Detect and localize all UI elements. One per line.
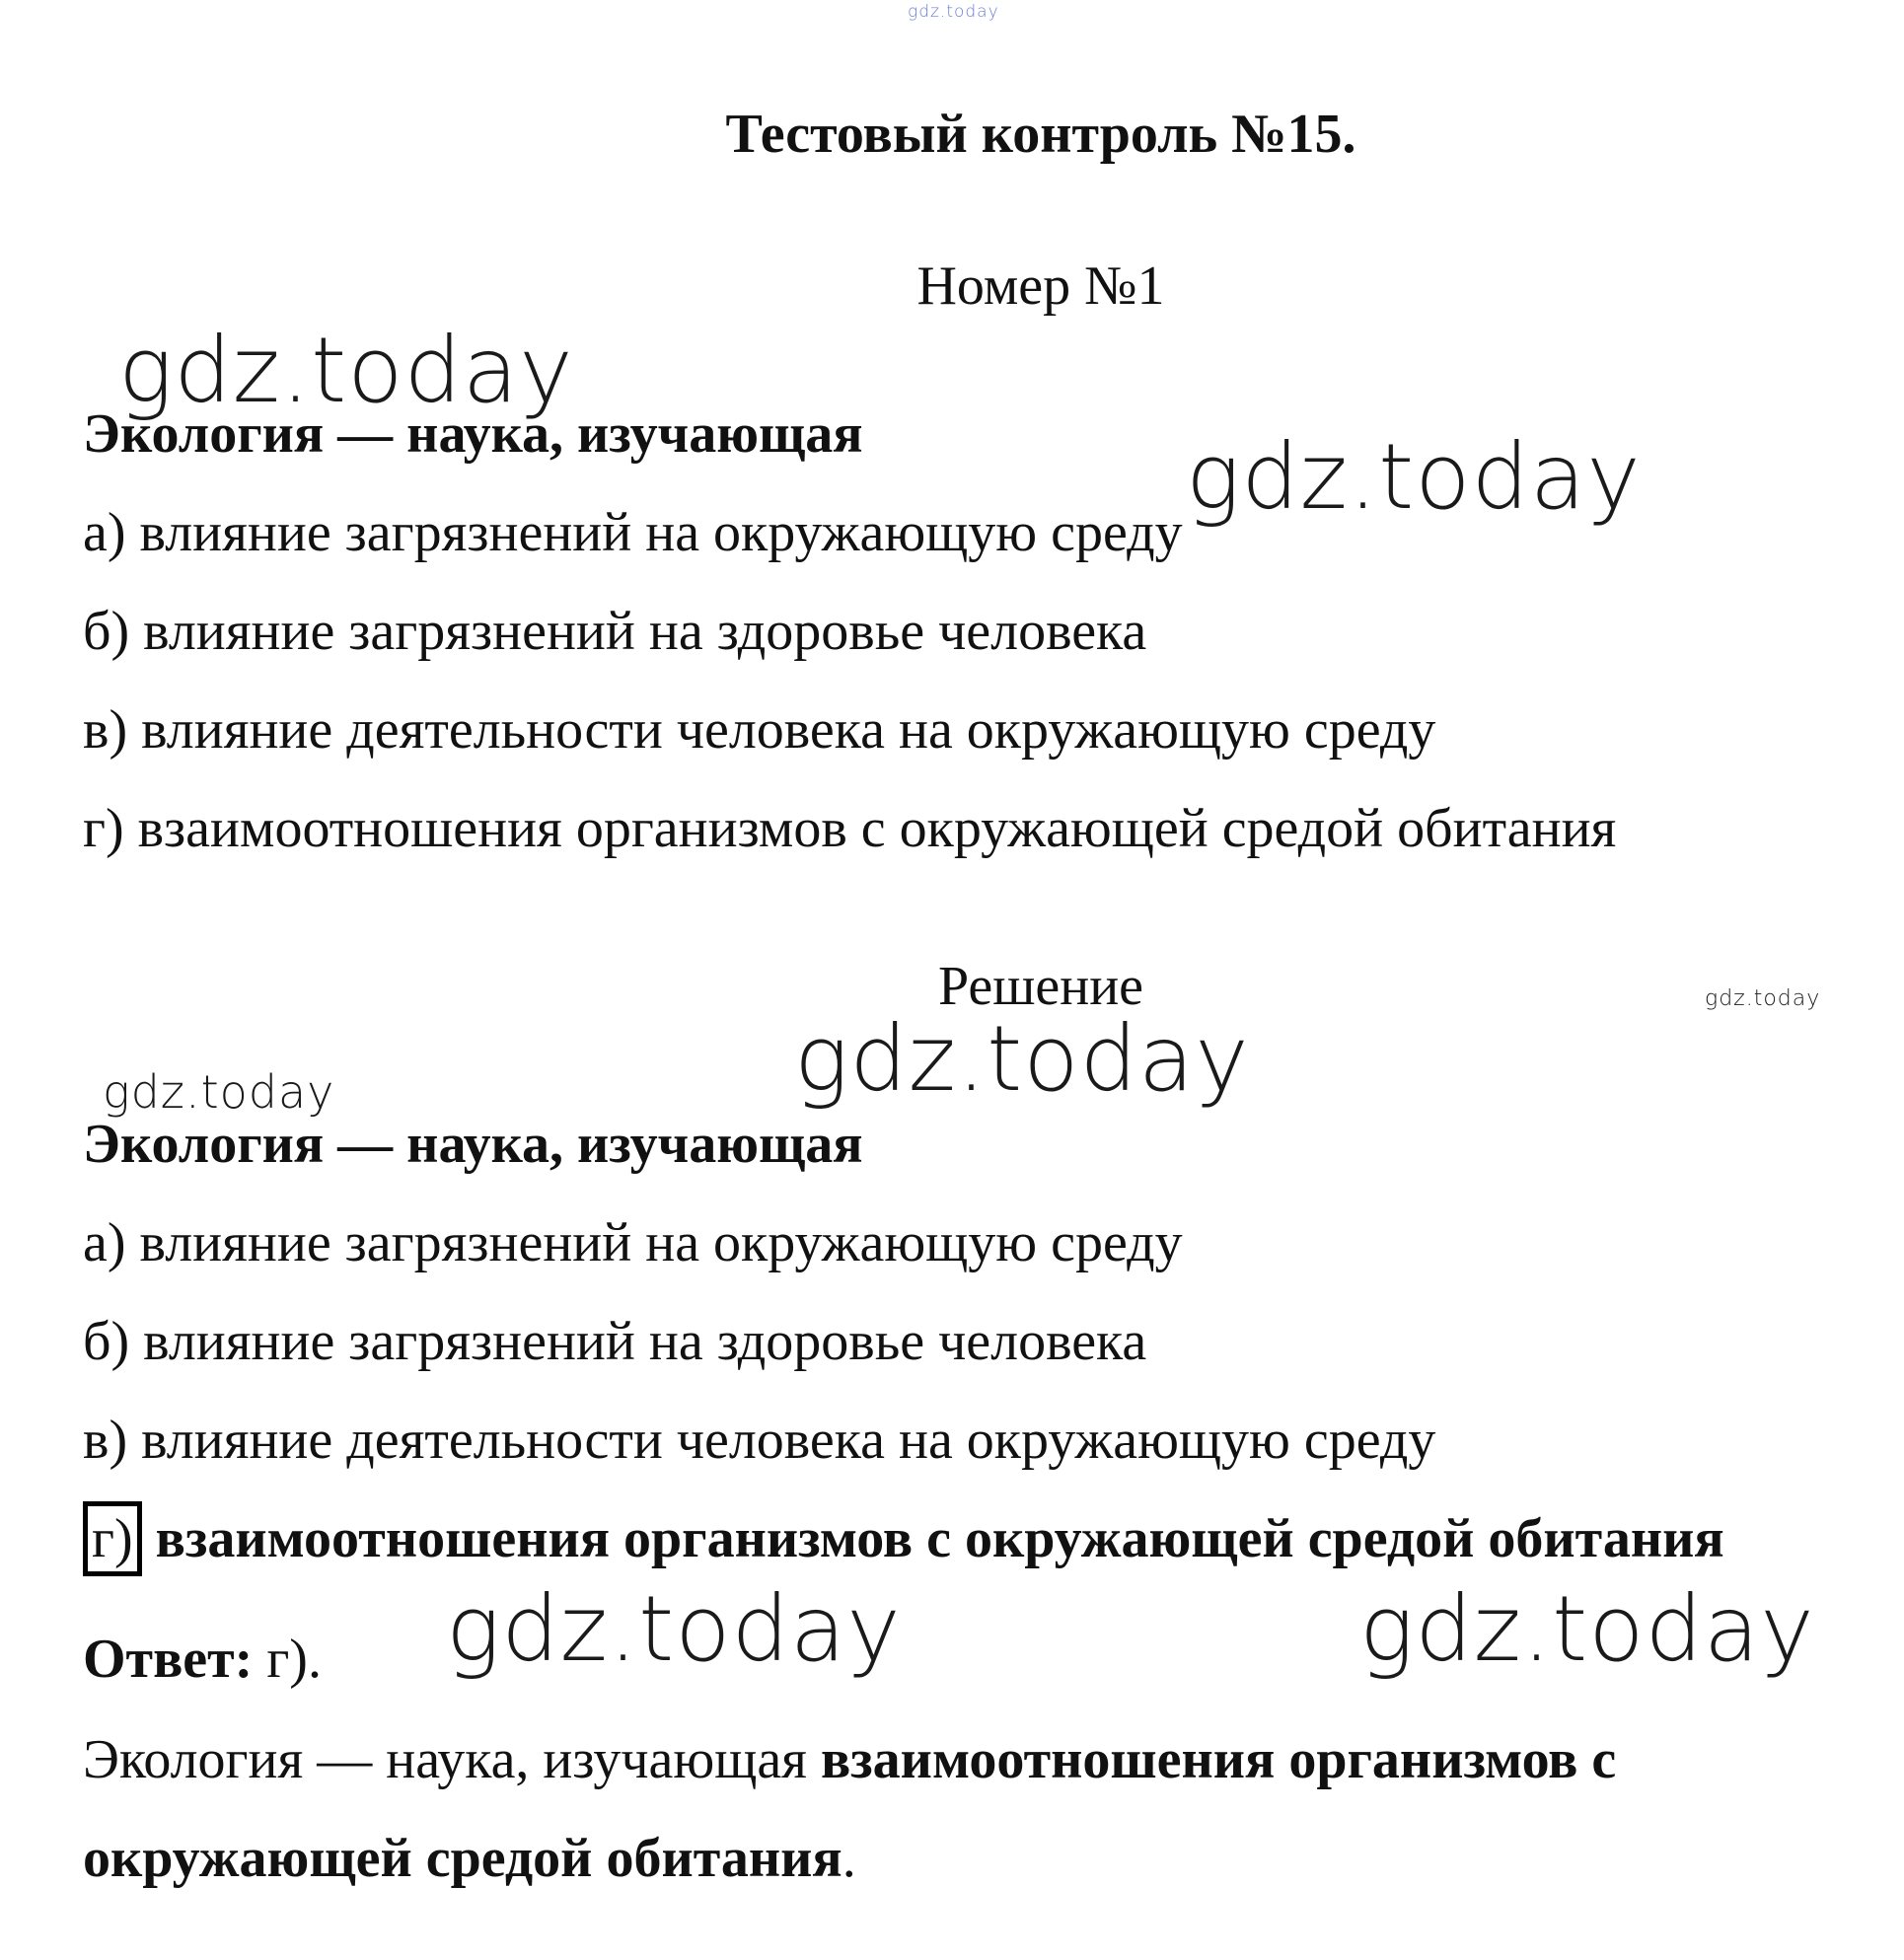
task-number: Номер №1	[916, 255, 1165, 317]
explanation-suffix: .	[842, 1828, 856, 1889]
answer-value: г).	[253, 1629, 322, 1690]
selected-answer-text: взаимоотношения организмов с окружающей средой обитания	[155, 1508, 1724, 1569]
answer-line	[83, 1628, 322, 1691]
explanation-prefix: Экология — наука, изучающая	[83, 1729, 821, 1790]
solution-option-c: в) влияние деятельности человека на окружающую среду	[83, 1410, 1436, 1471]
watermark: gdz.today	[794, 1006, 1250, 1112]
question-text: Экология — наука, изучающая	[83, 403, 863, 465]
explanation-line-1	[83, 1728, 1616, 1791]
solution-option-a: а) влияние загрязнений на окружающую среду	[83, 1212, 1183, 1273]
selected-answer-box: г)	[83, 1501, 142, 1576]
page-title: Тестовый контроль №15.	[725, 104, 1356, 165]
watermark: gdz.today	[446, 1576, 902, 1682]
solution-option-d-selected	[83, 1501, 1724, 1576]
solution-heading: Решение	[937, 956, 1144, 1017]
option-a: а) влияние загрязнений на окружающую среду	[83, 502, 1183, 563]
explanation-bold-2: окружающей средой обитания	[83, 1828, 842, 1889]
solution-option-b: б) влияние загрязнений на здоровье человека	[83, 1311, 1147, 1372]
watermark: gdz.today	[1359, 1576, 1815, 1682]
option-c: в) влияние деятельности человека на окружающую среду	[83, 699, 1436, 761]
watermark: gdz.today	[1705, 986, 1821, 1011]
watermark-top: gdz.today	[908, 2, 999, 22]
watermark: gdz.today	[103, 1065, 335, 1119]
option-b: б) влияние загрязнений на здоровье человека	[83, 601, 1147, 662]
answer-label: Ответ:	[83, 1629, 254, 1690]
explanation-bold-1: взаимоотношения организмов с	[820, 1729, 1617, 1790]
explanation-line-2	[83, 1827, 856, 1890]
option-d: г) взаимоотношения организмов с окружающей средой обитания	[83, 798, 1617, 859]
watermark: gdz.today	[118, 318, 574, 423]
watermark: gdz.today	[1186, 424, 1642, 530]
solution-question-text: Экология — наука, изучающая	[83, 1114, 863, 1175]
